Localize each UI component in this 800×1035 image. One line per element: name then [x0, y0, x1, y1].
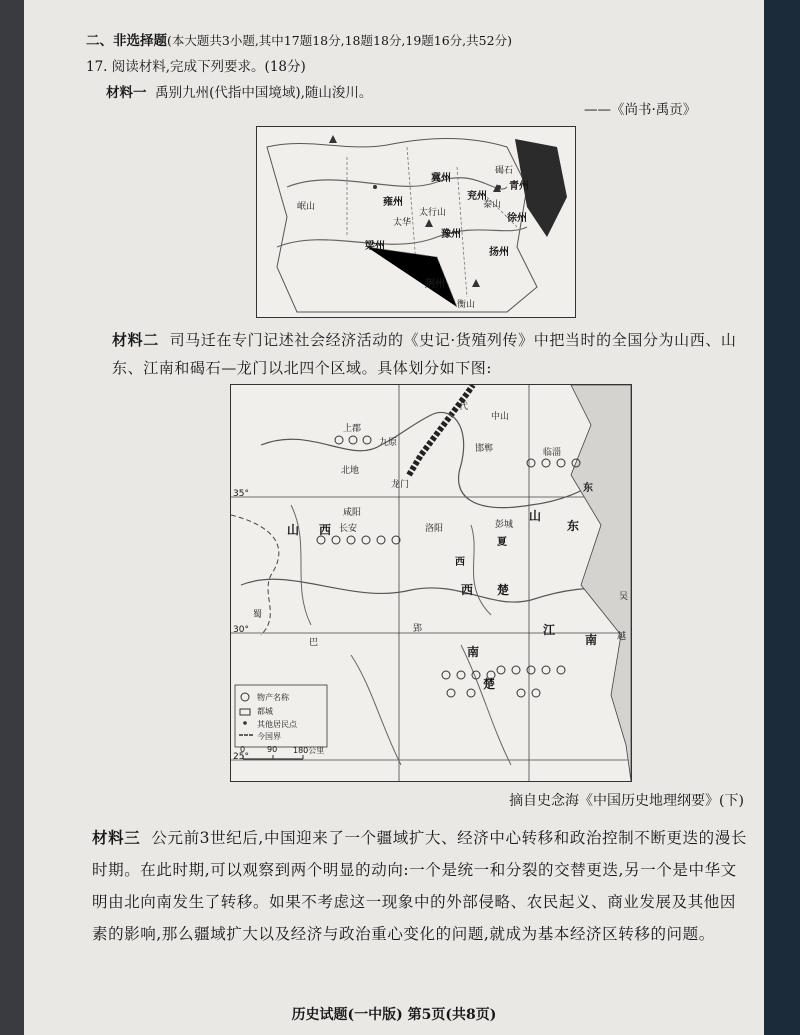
background-edge — [0, 0, 24, 1035]
province-xuzhou: 徐州 — [507, 213, 527, 224]
exam-page — [24, 0, 764, 1035]
material1-source: ——《尚书·禹贡》 — [584, 102, 697, 118]
material1-line: 材料一 禹别九州(代指中国境域),随山浚川。 — [106, 85, 373, 101]
place-luoyang: 洛阳 — [425, 524, 444, 534]
place-dai: 代 — [459, 402, 469, 412]
region-nanchu-1: 南 — [467, 645, 480, 659]
place-ying: 郢 — [413, 624, 423, 634]
region-xichu-2: 楚 — [497, 583, 510, 597]
region-shandong-1: 山 — [529, 509, 542, 523]
legend-capital: 都城 — [257, 707, 273, 716]
province-yanzhou: 兖州 — [467, 191, 487, 202]
region-shandong-2: 东 — [567, 519, 580, 533]
place-changan: 长安 — [339, 524, 358, 534]
place-beidi: 北地 — [341, 466, 360, 476]
place-shu: 蜀 — [253, 610, 263, 620]
region-shanxi-1: 山 — [287, 523, 300, 537]
province-jingzhou: 荆州 — [425, 279, 445, 290]
region-jiangnan-2: 南 — [585, 633, 598, 647]
map-yu-gong-drawing — [257, 127, 575, 317]
question-title: 17. 阅读材料,完成下列要求。(18分) — [86, 59, 306, 75]
map-yu-gong — [256, 126, 576, 318]
coord-30: 30° — [233, 625, 249, 635]
label-xi: 西 — [455, 557, 465, 568]
map-source: 摘自史念海《中国历史地理纲要》(下) — [509, 793, 744, 809]
place-minshan: 岷山 — [297, 202, 316, 212]
coord-35: 35° — [233, 489, 249, 499]
province-yuzhou: 豫州 — [441, 229, 461, 240]
coord-25: 25° — [233, 752, 249, 762]
place-taihang: 太行山 — [419, 208, 447, 218]
province-yangzhou: 扬州 — [489, 247, 509, 258]
section-heading: 二、非选择题(本大题共3小题,其中17题18分,18题18分,19题16分,共52分) — [86, 33, 512, 49]
place-xianyang: 咸阳 — [343, 508, 362, 518]
label-xia: 夏 — [497, 537, 507, 548]
province-liangzhou: 梁州 — [365, 241, 385, 252]
place-yue: 越 — [617, 632, 627, 642]
scale-0: 0 — [240, 745, 246, 754]
place-handan: 邯郸 — [475, 444, 494, 454]
map-four-regions — [230, 384, 632, 782]
place-shangjun: 上郡 — [343, 424, 362, 434]
place-hengshan: 衡山 — [457, 300, 476, 310]
region-nanchu-2: 楚 — [483, 677, 496, 691]
province-jizhou: 冀州 — [431, 173, 451, 184]
place-jieshi: 碣石 — [495, 166, 514, 176]
scale-90: 90 — [267, 745, 278, 754]
page-footer: 历史试题(一中版) 第5页(共8页) — [291, 1007, 497, 1023]
place-longmen: 龙门 — [391, 480, 410, 490]
material3-text: 材料三 公元前3世纪后,中国迎来了一个疆域扩大、经济中心转移和政治控制不断更迭的漫长时期。在此时期,可以观察到两个明显的动向:一个是统一和分裂的交替更迭,另一个是中华文明由北向南发生了转移。如果不考虑这一现象中的外部侵略、农民起义、商业发展及其他因素的影响,那么疆域扩大以及经济与政治重心变化的问题,就成为基本经济区转移的问题。 — [92, 828, 747, 943]
region-xichu-1: 西 — [461, 583, 474, 597]
province-qingzhou: 青州 — [509, 181, 529, 192]
legend-product: 物产名称 — [257, 693, 289, 702]
material2-text: 材料二 司马迁在专门记述社会经济活动的《史记·货殖列传》中把当时的全国分为山西、山东、江南和碣石—龙门以北四个区域。具体划分如下图: — [112, 331, 737, 377]
place-taihua: 太华 — [393, 218, 412, 228]
scale-180: 180公里 — [293, 746, 325, 755]
region-shanxi-2: 西 — [319, 523, 332, 537]
legend-border: 今国界 — [257, 732, 281, 741]
place-wu: 吴 — [619, 592, 629, 602]
place-jiuyuan: 九原 — [379, 438, 398, 448]
legend-settlement: 其他居民点 — [257, 720, 297, 729]
background-desk — [764, 0, 800, 1035]
place-zhongshan: 中山 — [491, 412, 510, 422]
region-jiangnan-1: 江 — [543, 623, 556, 637]
place-taishan: 泰山 — [483, 200, 502, 210]
province-yongzhou: 雍州 — [383, 197, 403, 208]
place-ba: 巴 — [309, 638, 319, 648]
place-linzi: 临淄 — [543, 448, 562, 458]
place-pengcheng: 彭城 — [495, 520, 514, 530]
label-dong: 东 — [583, 483, 593, 494]
